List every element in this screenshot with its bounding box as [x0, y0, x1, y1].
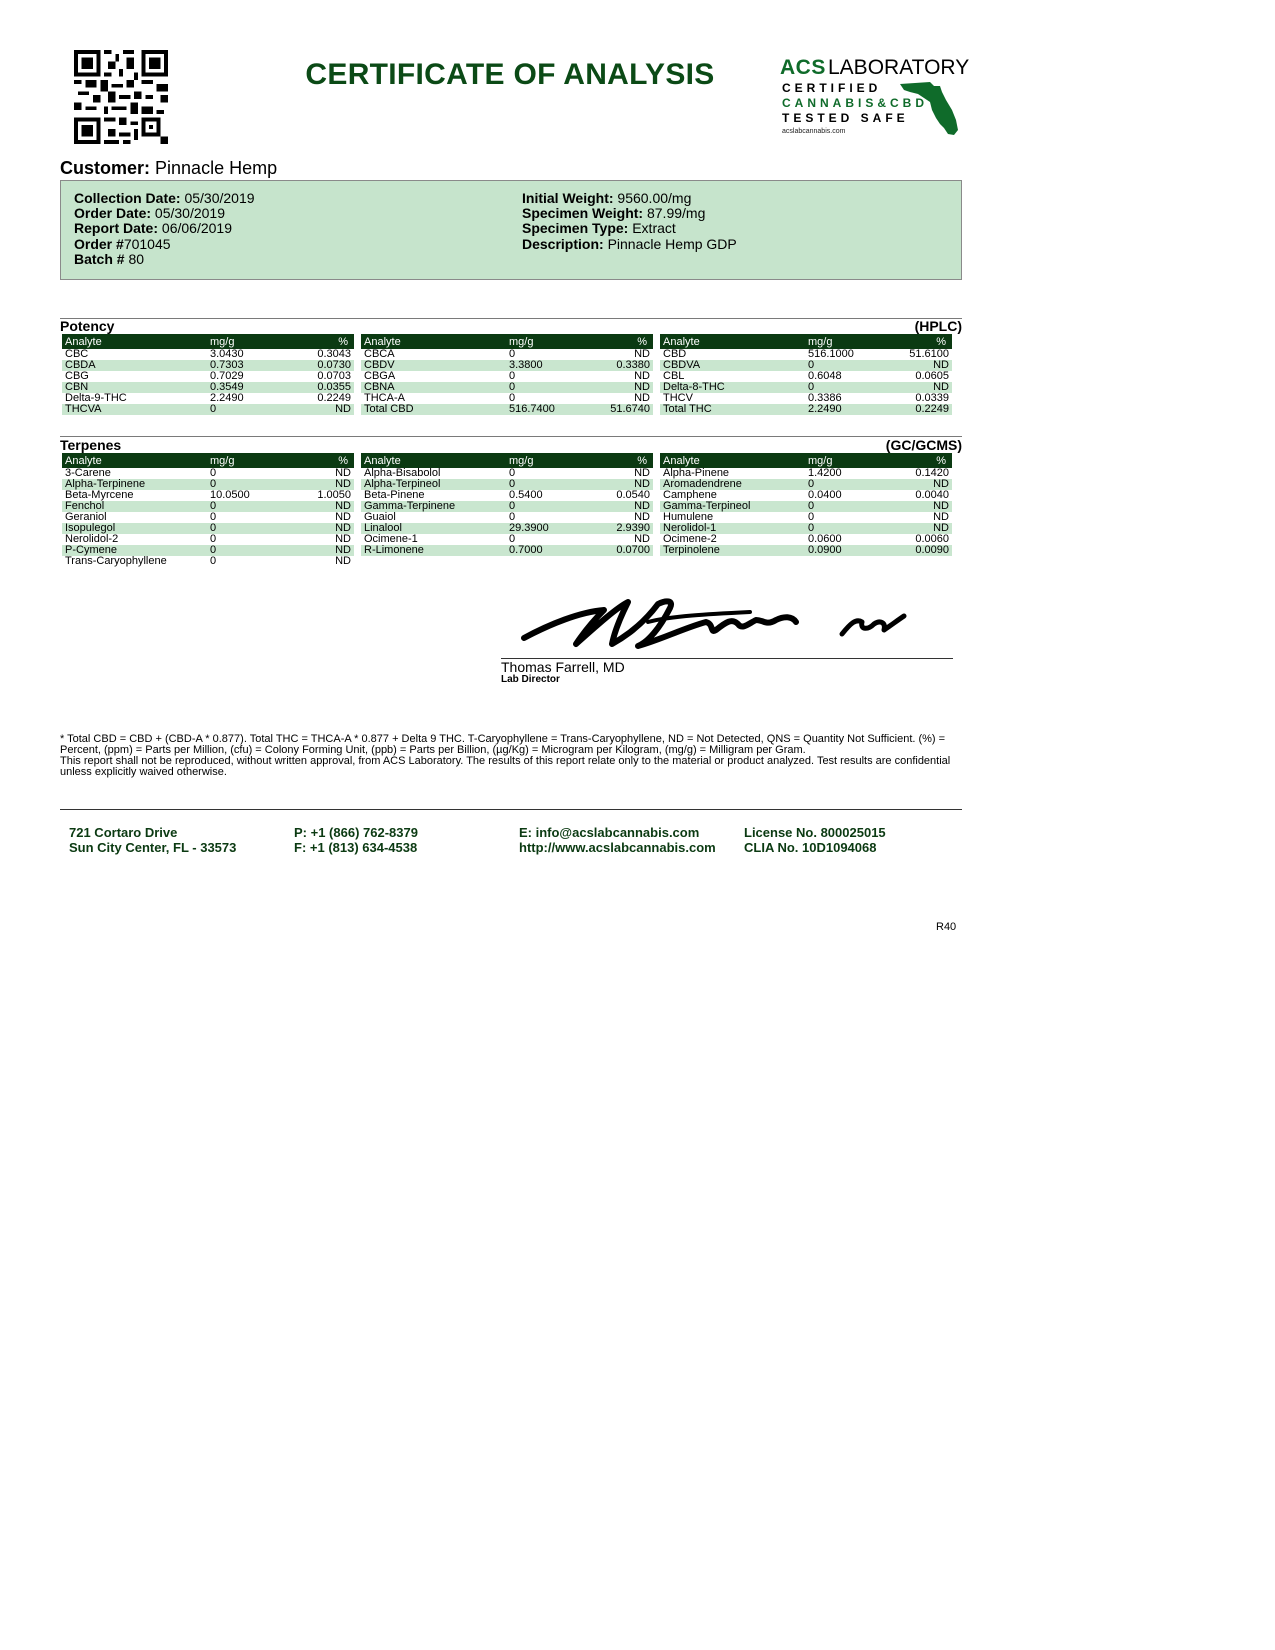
potency-table-3 — [660, 334, 952, 415]
table-row — [361, 349, 653, 360]
mg-per-g-value: 0 — [207, 501, 292, 512]
column-header: mg/g — [207, 453, 292, 468]
percent-value: 0.2249 — [890, 404, 952, 415]
mg-per-g-value: 0.5400 — [509, 490, 543, 501]
table-row — [62, 556, 354, 567]
column-header: Analyte — [660, 453, 805, 468]
table-header-row — [660, 334, 952, 349]
table-row — [660, 404, 952, 415]
mg-per-g-value: 0 — [506, 382, 591, 393]
footer-rule — [60, 809, 962, 810]
mg-per-g-value: 0 — [506, 501, 591, 512]
info-label: Description: — [522, 235, 604, 252]
mg-per-g-value: 0 — [207, 404, 292, 415]
info-value: 05/30/2019 — [180, 190, 255, 206]
table-row — [62, 501, 354, 512]
terpenes-table-3 — [660, 453, 952, 556]
potency-method: (HPLC) — [914, 318, 962, 334]
analyte-name: Humulene — [663, 512, 714, 523]
analyte-name: CBDV — [361, 360, 506, 371]
percent-value: ND — [591, 501, 653, 512]
sample-info-left — [74, 191, 255, 267]
percent-value: 0.3043 — [317, 349, 351, 360]
column-header: mg/g — [207, 334, 292, 349]
percent-value: ND — [634, 371, 650, 382]
mg-per-g-value: 0 — [805, 382, 890, 393]
table-row — [361, 382, 653, 393]
table-row — [361, 490, 653, 501]
table-row — [62, 468, 354, 479]
logo-url-text: acslabcannabis.com — [782, 128, 846, 135]
footer-address — [69, 826, 236, 855]
customer-label: Customer: — [60, 158, 151, 178]
percent-value: ND — [890, 479, 952, 490]
logo-certified-text: CERTIFIED — [782, 81, 882, 95]
table-row — [660, 534, 952, 545]
table-row — [660, 545, 952, 556]
mg-per-g-value: 0 — [509, 349, 516, 360]
column-header: % — [292, 453, 354, 468]
analyte-name: R-Limonene — [361, 545, 506, 556]
table-row — [62, 512, 354, 523]
mg-per-g-value: 10.0500 — [210, 490, 250, 501]
info-value: 701045 — [123, 235, 171, 252]
mg-per-g-value: 0 — [805, 501, 890, 512]
mg-per-g-value: 0 — [509, 512, 516, 523]
footer-licenses — [744, 826, 886, 855]
signature-image — [520, 594, 910, 652]
mg-per-g-value: 0 — [210, 512, 217, 523]
analyte-name: CBGA — [364, 371, 396, 382]
address-line-2: Sun City Center, FL - 33573 — [69, 839, 237, 855]
percent-value: ND — [292, 545, 354, 556]
column-header: % — [890, 453, 952, 468]
table-row — [361, 404, 653, 415]
info-row — [74, 237, 255, 252]
analyte-name: P-Cymene — [62, 545, 207, 556]
table-row — [660, 512, 952, 523]
customer-name: Pinnacle Hemp — [155, 158, 278, 178]
table-row — [660, 468, 952, 479]
table-row — [361, 501, 653, 512]
terpenes-title: Terpenes — [60, 437, 122, 453]
analyte-name: Delta-8-THC — [660, 382, 805, 393]
info-label: Order Date: — [74, 205, 152, 222]
logo-cannabis-cbd-text: CANNABIS&CBD — [782, 96, 928, 110]
table-row — [361, 512, 653, 523]
percent-value: 0.0060 — [915, 534, 949, 545]
potency-title: Potency — [60, 318, 115, 334]
analyte-name: THCA-A — [364, 393, 405, 404]
column-header: mg/g — [805, 334, 890, 349]
mg-per-g-value: 3.3800 — [506, 360, 591, 371]
table-row — [660, 523, 952, 534]
table-row — [660, 349, 952, 360]
revision-code: R40 — [936, 921, 957, 933]
analyte-name: Nerolidol-2 — [65, 534, 119, 545]
table-row — [361, 468, 653, 479]
table-header-row — [361, 453, 653, 468]
analyte-name: CBNA — [361, 382, 506, 393]
analyte-name: Alpha-Terpineol — [361, 479, 506, 490]
analyte-name: CBDVA — [660, 360, 805, 371]
table-row — [361, 545, 653, 556]
analyte-name: Aromadendrene — [660, 479, 805, 490]
info-label: Specimen Weight: — [522, 205, 644, 222]
customer-line — [60, 158, 277, 179]
potency-table-1 — [62, 334, 354, 415]
website-link[interactable]: http://www.acslabcannabis.com — [519, 839, 716, 855]
percent-value: ND — [335, 468, 351, 479]
mg-per-g-value: 0.6048 — [808, 371, 842, 382]
potency-table-2 — [361, 334, 653, 415]
column-header: mg/g — [805, 453, 890, 468]
info-value: Extract — [628, 220, 676, 237]
terpenes-rule — [60, 436, 962, 437]
analyte-name: Geraniol — [65, 512, 107, 523]
mg-per-g-value: 29.3900 — [506, 523, 591, 534]
analyte-name: THCV — [663, 393, 693, 404]
mg-per-g-value: 0.3386 — [808, 393, 842, 404]
table-row — [62, 523, 354, 534]
info-value: 87.99/mg — [643, 205, 706, 222]
table-row — [660, 490, 952, 501]
percent-value: ND — [335, 556, 351, 567]
info-row — [74, 221, 255, 236]
table-row — [62, 360, 354, 371]
table-row — [62, 393, 354, 404]
terpenes-method: (GC/GCMS) — [885, 437, 962, 453]
analyte-name: Beta-Myrcene — [65, 490, 134, 501]
info-row — [522, 206, 737, 221]
analyte-name: Linalool — [361, 523, 506, 534]
acs-laboratory-logo — [780, 56, 970, 136]
potency-rule — [60, 318, 962, 319]
sample-info-box — [60, 180, 962, 280]
analyte-name: CBD — [663, 349, 687, 360]
analyte-name: Nerolidol-1 — [660, 523, 805, 534]
footnote-disclaimer: This report shall not be reproduced, without written approval, from ACS Laboratory. The results of this report relate only to the material or product analyzed. Test results are confidential unless explicitly waived otherwise. — [60, 755, 951, 778]
percent-value: 2.9390 — [591, 523, 653, 534]
percent-value: ND — [890, 382, 952, 393]
analyte-name: Isopulegol — [62, 523, 207, 534]
column-header: mg/g — [506, 453, 591, 468]
mg-per-g-value: 516.7400 — [506, 404, 591, 415]
column-header: Analyte — [660, 334, 805, 349]
florida-map-icon — [900, 78, 962, 136]
signatory-role: Lab Director — [501, 674, 560, 685]
info-row — [522, 221, 737, 236]
percent-value: ND — [591, 479, 653, 490]
table-row — [361, 479, 653, 490]
table-row — [361, 393, 653, 404]
table-row — [361, 523, 653, 534]
percent-value: 0.0540 — [616, 490, 650, 501]
footnotes — [60, 734, 960, 778]
percent-value: 0.3380 — [591, 360, 653, 371]
analyte-name: Ocimene-1 — [364, 534, 418, 545]
address-line-1: 721 Cortaro Drive — [69, 825, 178, 840]
mg-per-g-value: 0.7303 — [207, 360, 292, 371]
mg-per-g-value: 0 — [207, 479, 292, 490]
info-value: Pinnacle Hemp GDP — [603, 235, 737, 252]
analyte-name: Delta-9-THC — [65, 393, 127, 404]
mg-per-g-value: 0.7000 — [506, 545, 591, 556]
column-header: % — [591, 453, 653, 468]
percent-value: 0.0730 — [292, 360, 354, 371]
table-row — [660, 393, 952, 404]
column-header: Analyte — [361, 334, 506, 349]
info-label: Order # — [74, 235, 124, 252]
mg-per-g-value: 2.2490 — [805, 404, 890, 415]
info-value: 80 — [124, 250, 145, 267]
table-row — [62, 534, 354, 545]
analyte-name: Gamma-Terpineol — [660, 501, 805, 512]
signatory-name: Thomas Farrell, MD — [501, 659, 625, 675]
percent-value: ND — [292, 479, 354, 490]
logo-acs-text: ACS — [780, 56, 826, 79]
info-value: 9560.00/mg — [613, 190, 692, 206]
table-row — [660, 360, 952, 371]
logo-laboratory-text: LABORATORY — [828, 56, 970, 79]
percent-value: ND — [335, 512, 351, 523]
mg-per-g-value: 0.0600 — [808, 534, 842, 545]
terpenes-table-2 — [361, 453, 653, 556]
document-title: CERTIFICATE OF ANALYSIS — [305, 58, 715, 91]
info-value: 06/06/2019 — [158, 220, 232, 237]
column-header: Analyte — [62, 453, 207, 468]
info-label: Specimen Type: — [522, 220, 629, 237]
percent-value: ND — [890, 501, 952, 512]
mg-per-g-value: 0 — [808, 512, 815, 523]
mg-per-g-value: 0 — [207, 545, 292, 556]
percent-value: 51.6740 — [591, 404, 653, 415]
footer-phone — [294, 826, 418, 855]
column-header: mg/g — [506, 334, 591, 349]
mg-per-g-value: 0.7029 — [210, 371, 244, 382]
mg-per-g-value: 0 — [210, 468, 217, 479]
percent-value: 51.6100 — [909, 349, 949, 360]
info-row — [522, 191, 737, 206]
info-label: Report Date: — [74, 220, 159, 237]
percent-value: 0.0700 — [591, 545, 653, 556]
column-header: % — [591, 334, 653, 349]
table-header-row — [361, 334, 653, 349]
info-label: Collection Date: — [74, 190, 181, 206]
info-row — [74, 252, 255, 267]
fax-number: F: +1 (813) 634-4538 — [294, 839, 418, 855]
percent-value: ND — [634, 534, 650, 545]
analyte-name: Ocimene-2 — [663, 534, 717, 545]
mg-per-g-value: 0 — [805, 360, 890, 371]
table-row — [62, 404, 354, 415]
analyte-name: Guaiol — [364, 512, 396, 523]
table-row — [361, 534, 653, 545]
footer-contact — [519, 826, 716, 855]
percent-value: 0.0355 — [292, 382, 354, 393]
analyte-name: Fenchol — [62, 501, 207, 512]
info-value: 05/30/2019 — [151, 205, 225, 222]
percent-value: ND — [634, 512, 650, 523]
email-address[interactable]: E: info@acslabcannabis.com — [519, 825, 700, 840]
info-label: Batch # — [74, 250, 125, 267]
analyte-name: 3-Carene — [65, 468, 111, 479]
mg-per-g-value: 0 — [805, 523, 890, 534]
percent-value: ND — [634, 349, 650, 360]
analyte-name: CBL — [663, 371, 685, 382]
analyte-name: CBCA — [364, 349, 395, 360]
analyte-name: Total THC — [660, 404, 805, 415]
mg-per-g-value: 0 — [509, 371, 516, 382]
analyte-name: CBDA — [62, 360, 207, 371]
table-row — [62, 371, 354, 382]
percent-value: ND — [591, 382, 653, 393]
phone-number: P: +1 (866) 762-8379 — [294, 825, 418, 840]
mg-per-g-value: 0 — [805, 479, 890, 490]
table-row — [62, 382, 354, 393]
mg-per-g-value: 2.2490 — [210, 393, 244, 404]
mg-per-g-value: 516.1000 — [808, 349, 854, 360]
analyte-name: Gamma-Terpinene — [361, 501, 506, 512]
column-header: Analyte — [361, 453, 506, 468]
analyte-name: CBC — [65, 349, 89, 360]
table-row — [62, 490, 354, 501]
percent-value: ND — [634, 393, 650, 404]
analyte-name: THCVA — [62, 404, 207, 415]
info-row — [74, 191, 255, 206]
info-row — [74, 206, 255, 221]
percent-value: ND — [933, 512, 949, 523]
table-header-row — [660, 453, 952, 468]
percent-value: ND — [292, 404, 354, 415]
column-header: % — [890, 334, 952, 349]
percent-value: ND — [634, 468, 650, 479]
table-row — [660, 371, 952, 382]
mg-per-g-value: 0.0400 — [808, 490, 842, 501]
mg-per-g-value: 0 — [210, 534, 217, 545]
mg-per-g-value: 3.0430 — [210, 349, 244, 360]
table-row — [660, 501, 952, 512]
percent-value: 0.2249 — [317, 393, 351, 404]
table-row — [361, 371, 653, 382]
license-number: License No. 800025015 — [744, 825, 886, 840]
percent-value: ND — [335, 534, 351, 545]
analyte-name: CBG — [65, 371, 89, 382]
info-label: Initial Weight: — [522, 190, 614, 206]
logo-tested-safe-text: TESTED SAFE — [782, 111, 909, 125]
mg-per-g-value: 1.4200 — [808, 468, 842, 479]
analyte-name: Terpinolene — [660, 545, 805, 556]
analyte-name: CBN — [62, 382, 207, 393]
table-row — [62, 479, 354, 490]
table-header-row — [62, 453, 354, 468]
mg-per-g-value: 0 — [509, 393, 516, 404]
column-header: % — [292, 334, 354, 349]
analyte-name: Camphene — [663, 490, 717, 501]
column-header: Analyte — [62, 334, 207, 349]
analyte-name: Alpha-Pinene — [663, 468, 730, 479]
mg-per-g-value: 0 — [210, 556, 217, 567]
sample-info-right — [522, 191, 737, 252]
percent-value: 0.0605 — [915, 371, 949, 382]
info-row — [522, 237, 737, 252]
percent-value: ND — [890, 360, 952, 371]
analyte-name: Alpha-Bisabolol — [364, 468, 441, 479]
percent-value: ND — [292, 501, 354, 512]
analyte-name: Total CBD — [361, 404, 506, 415]
mg-per-g-value: 0.0900 — [805, 545, 890, 556]
percent-value: ND — [890, 523, 952, 534]
percent-value: 1.0050 — [317, 490, 351, 501]
mg-per-g-value: 0 — [207, 523, 292, 534]
percent-value: 0.1420 — [915, 468, 949, 479]
percent-value: 0.0703 — [317, 371, 351, 382]
table-row — [62, 349, 354, 360]
analyte-name: Trans-Caryophyllene — [65, 556, 167, 567]
terpenes-table-1 — [62, 453, 354, 567]
table-row — [361, 360, 653, 371]
footnote-definitions: * Total CBD = CBD + (CBD-A * 0.877). Total THC = THCA-A * 0.877 + Delta 9 THC. T-Caryophyllene = Trans-Caryophyllene, ND = Not Detected, QNS = Quantity Not Sufficient. (%) = Percent, (ppm) = Parts per Million, (cfu) = Colony Forming Unit, (ppb) = Parts per Billion, (µg/Kg) = Microgram per Kilogram, (mg/g) = Milligram per Gram. — [60, 733, 946, 756]
mg-per-g-value: 0 — [506, 479, 591, 490]
clia-number: CLIA No. 10D1094068 — [744, 839, 877, 855]
analyte-name: Beta-Pinene — [364, 490, 425, 501]
percent-value: 0.0040 — [915, 490, 949, 501]
table-header-row — [62, 334, 354, 349]
table-row — [62, 545, 354, 556]
mg-per-g-value: 0.3549 — [207, 382, 292, 393]
analyte-name: Alpha-Terpinene — [62, 479, 207, 490]
mg-per-g-value: 0 — [509, 468, 516, 479]
percent-value: 0.0339 — [915, 393, 949, 404]
percent-value: 0.0090 — [890, 545, 952, 556]
table-row — [660, 382, 952, 393]
mg-per-g-value: 0 — [509, 534, 516, 545]
table-row — [660, 479, 952, 490]
percent-value: ND — [292, 523, 354, 534]
